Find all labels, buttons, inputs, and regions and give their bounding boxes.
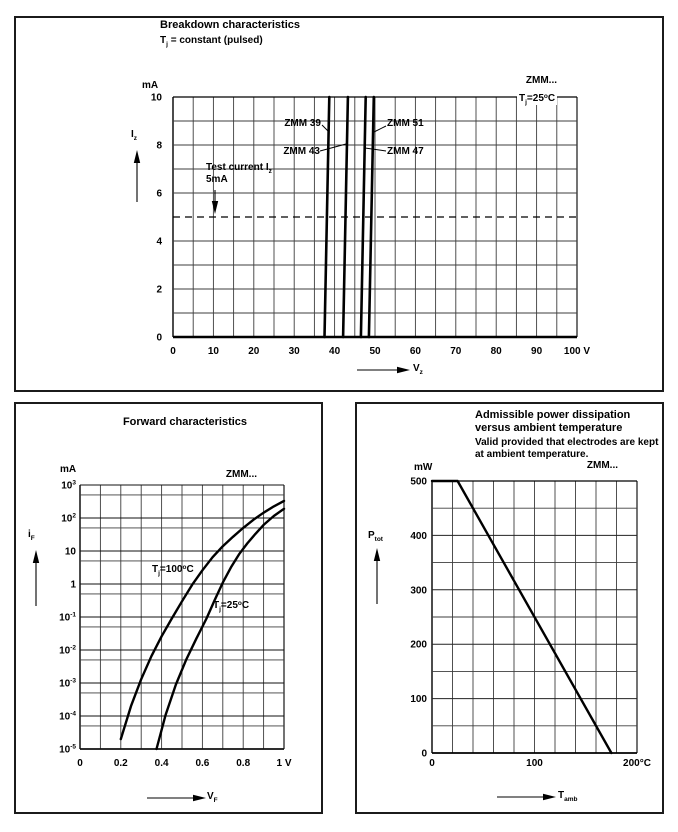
svg-text:4: 4: [156, 236, 162, 248]
forward-y-unit: mA: [60, 464, 77, 475]
svg-text:10: 10: [64, 546, 76, 558]
curve-label-tj25: [213, 600, 249, 612]
vf-sub: F: [213, 796, 218, 804]
tj100-mid: =100: [159, 564, 183, 575]
curve-label-zmm39: ZMM 39: [284, 118, 321, 129]
condition-sub: j: [525, 98, 527, 106]
forward-device-label: ZMM...: [225, 469, 257, 480]
svg-text:0: 0: [77, 758, 83, 769]
iz-main: I: [131, 129, 134, 140]
svg-text:0.6: 0.6: [195, 758, 210, 769]
test-current-sub: z: [268, 167, 272, 175]
breakdown-x-axis-label: [413, 363, 423, 375]
tamb-main: T: [558, 790, 565, 801]
svg-text:1: 1: [70, 579, 76, 591]
svg-text:10: 10: [207, 346, 219, 357]
svg-text:10: 10: [150, 92, 162, 104]
power-y-axis-label: [368, 530, 383, 542]
svg-text:100 V: 100 V: [563, 346, 591, 357]
ptot-sub: tot: [374, 535, 383, 543]
tj25-mid: =25: [220, 600, 238, 611]
tj100-tail: C: [186, 564, 194, 575]
svg-text:70: 70: [450, 346, 462, 357]
tj25-degree: o: [237, 599, 242, 607]
svg-text:8: 8: [156, 140, 162, 152]
svg-text:100: 100: [410, 694, 427, 706]
breakdown-subtitle: [160, 35, 263, 47]
svg-text:0: 0: [170, 346, 176, 357]
svg-text:200: 200: [410, 639, 427, 651]
svg-text:60: 60: [409, 346, 421, 357]
if-main: i: [28, 529, 31, 540]
forward-title: Forward characteristics: [122, 416, 248, 428]
svg-text:90: 90: [531, 346, 543, 357]
power-note-line1: Valid provided that electrodes are kept: [475, 437, 659, 448]
svg-text:0: 0: [421, 748, 427, 760]
subtitle-sub: j: [166, 40, 168, 48]
svg-text:400: 400: [410, 530, 427, 542]
condition-mid: =25: [526, 93, 544, 104]
ptot-main: P: [368, 530, 375, 541]
curve-label-zmm43: ZMM 43: [283, 146, 320, 157]
subtitle-rest: = constant (pulsed): [167, 35, 263, 46]
breakdown-device-label: ZMM...: [525, 75, 557, 86]
svg-text:6: 6: [156, 188, 162, 200]
vf-main: V: [207, 791, 214, 802]
breakdown-y-unit: mA: [142, 80, 159, 91]
tamb-sub: amb: [564, 795, 578, 803]
svg-text:0.8: 0.8: [236, 758, 251, 769]
curve-label-tj100: [152, 564, 194, 576]
svg-text:80: 80: [490, 346, 502, 357]
vz-main: V: [413, 363, 420, 374]
svg-text:2: 2: [156, 284, 162, 296]
svg-text:103: $10^3$: [61, 479, 76, 492]
svg-text:50: 50: [369, 346, 381, 357]
breakdown-title: Breakdown characteristics: [160, 19, 301, 31]
curve-label-zmm51: ZMM 51: [387, 118, 424, 129]
if-sub: F: [30, 534, 35, 542]
tj100-sub: j: [158, 569, 160, 577]
svg-text:1 V: 1 V: [276, 758, 292, 769]
power-title-line2: versus ambient temperature: [475, 422, 623, 434]
test-current-value: 5mA: [206, 174, 228, 185]
forward-x-axis-label: [207, 791, 218, 803]
power-y-unit: mW: [414, 462, 433, 473]
svg-text:102: $10^2$: [61, 512, 76, 525]
tj25-sub: j: [219, 605, 221, 613]
tj25-tail: C: [241, 600, 250, 611]
svg-text:0.4: 0.4: [154, 758, 169, 769]
svg-text:500: 500: [410, 476, 427, 488]
condition-main: T: [519, 93, 526, 104]
svg-text:0: 0: [429, 758, 435, 769]
curve-label-zmm47: ZMM 47: [387, 146, 424, 157]
power-title-line1: Admissible power dissipation: [475, 409, 631, 421]
degree-symbol: o: [543, 92, 548, 100]
svg-text:200°C: 200°C: [623, 758, 651, 769]
svg-text:10-2: $10^{-2}$: [59, 644, 76, 657]
vz-sub: z: [419, 368, 423, 376]
condition-tail: C: [547, 93, 556, 104]
svg-text:10-5: $10^{-5}$: [59, 743, 76, 756]
svg-text:40: 40: [329, 346, 341, 357]
svg-text:0: 0: [156, 332, 162, 344]
iz-sub: z: [133, 134, 138, 142]
tj25-main: T: [213, 600, 220, 611]
power-note-line2: at ambient temperature.: [475, 449, 589, 460]
breakdown-y-axis-label: [131, 129, 137, 141]
power-x-axis-label: [558, 790, 577, 802]
svg-text:20: 20: [248, 346, 260, 357]
test-current-annotation: [206, 162, 272, 185]
svg-text:0.2: 0.2: [113, 758, 128, 769]
forward-y-axis-label: [28, 529, 35, 541]
tj100-degree: o: [182, 563, 187, 571]
svg-text:10-3: $10^{-3}$: [59, 677, 76, 690]
svg-text:100: 100: [526, 758, 543, 769]
svg-text:30: 30: [288, 346, 300, 357]
tj100-main: T: [152, 564, 159, 575]
svg-text:300: 300: [410, 585, 427, 597]
svg-text:10-1: $10^{-1}$: [59, 611, 76, 624]
test-current-text: Test current I: [206, 162, 269, 173]
subtitle-main: T: [160, 35, 167, 46]
power-device-label: ZMM...: [586, 460, 618, 471]
breakdown-condition-label: [517, 93, 557, 105]
svg-text:10-4: $10^{-4}$: [59, 710, 76, 723]
